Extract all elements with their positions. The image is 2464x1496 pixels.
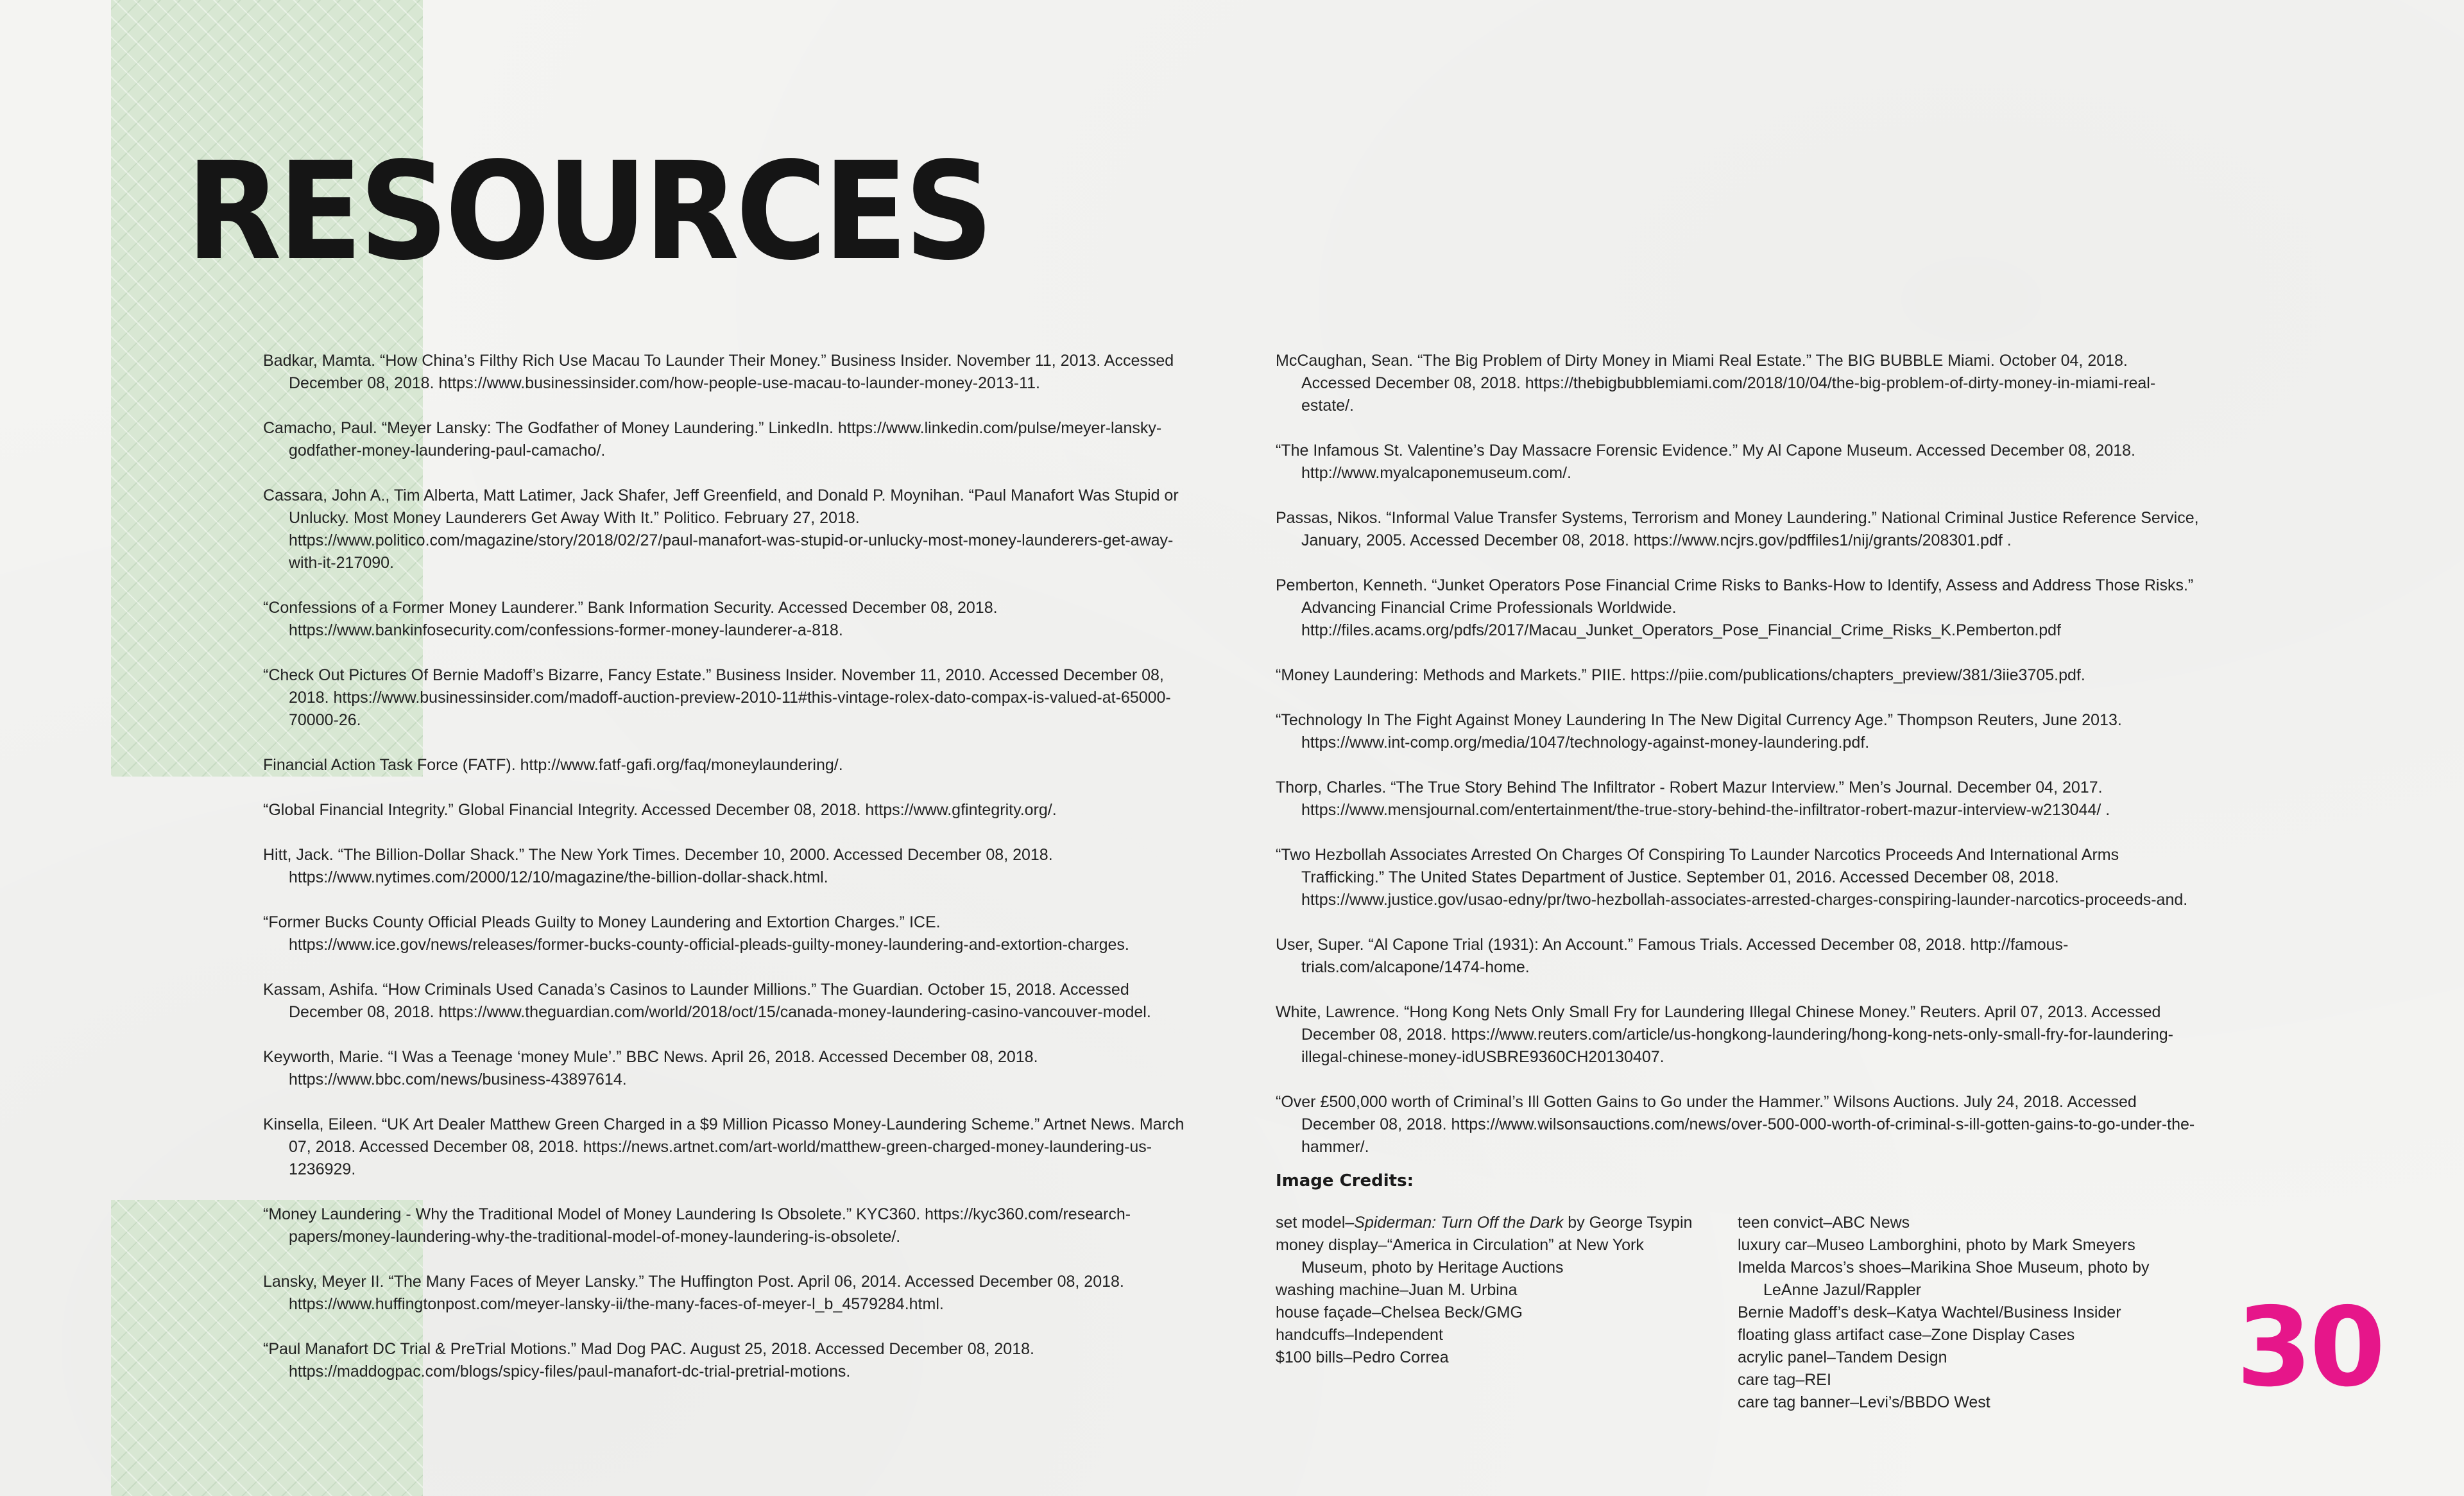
image-credits-column-2 bbox=[1738, 1212, 2200, 1414]
credit-item: money display–“America in Circulation” at New York Museum, photo by Heritage Auctions bbox=[1276, 1236, 1644, 1277]
credit-item: floating glass artifact case–Zone Display Cases bbox=[1738, 1326, 2075, 1344]
reference-entry: White, Lawrence. “Hong Kong Nets Only Small Fry for Laundering Illegal Chinese Money.” Reuters. April 07, 2013. Accessed December 08, 2018. https://www.reuters.com/article/us-hongkong-laundering/hong-kong-nets-only-small-fry-for-laundering-illegal-chinese-money-idUSBRE9360CH20130407. bbox=[1276, 1003, 2173, 1066]
reference-entry: Thorp, Charles. “The True Story Behind The Infiltrator - Robert Mazur Interview.” Men’s Journal. December 04, 2017. https://www.mensjournal.com/entertainment/the-true-story-behind-the-infiltrator-robert-mazur-interview-w213044/ . bbox=[1276, 778, 2110, 819]
reference-entry: “Paul Manafort DC Trial & PreTrial Motions.” Mad Dog PAC. August 25, 2018. Accessed December 08, 2018. https://maddogpac.com/blogs/spicy-files/paul-manafort-dc-trial-pretrial-motions. bbox=[263, 1340, 1034, 1380]
reference-entry: Camacho, Paul. “Meyer Lansky: The Godfather of Money Laundering.” LinkedIn. https://www.linkedin.com/pulse/meyer-lansky-godfather-money-laundering-paul-camacho/. bbox=[263, 419, 1162, 460]
reference-entry: User, Super. “Al Capone Trial (1931): An Account.” Famous Trials. Accessed December 08, 2018. http://famous-trials.com/alcapone/1474-home. bbox=[1276, 936, 2069, 976]
credit-item: teen convict–ABC News bbox=[1738, 1214, 1910, 1232]
credit-prefix: set model– bbox=[1276, 1214, 1355, 1232]
credit-item: luxury car–Museo Lamborghini, photo by Mark Smeyers bbox=[1738, 1236, 2135, 1254]
credit-item: acrylic panel–Tandem Design bbox=[1738, 1348, 1947, 1366]
credit-item: $100 bills–Pedro Correa bbox=[1276, 1348, 1449, 1366]
reference-entry: “Money Laundering: Methods and Markets.” PIIE. https://piie.com/publications/chapters_preview/381/3iie3705.pdf. bbox=[1276, 666, 2085, 684]
reference-entry: “The Infamous St. Valentine’s Day Massacre Forensic Evidence.” My Al Capone Museum. Accessed December 08, 2018. http://www.myalcaponemuseum.com/. bbox=[1276, 442, 2135, 482]
reference-entry: Financial Action Task Force (FATF). http://www.fatf-gafi.org/faq/moneylaundering/. bbox=[263, 756, 843, 774]
reference-entry: “Technology In The Fight Against Money Laundering In The New Digital Currency Age.” Thompson Reuters, June 2013. https://www.int-comp.org/media/1047/technology-against-money-laundering.pdf. bbox=[1276, 711, 2122, 752]
reference-entry: Kinsella, Eileen. “UK Art Dealer Matthew Green Charged in a $9 Million Picasso Money-Laundering Scheme.” Artnet News. March 07, 2018. Accessed December 08, 2018. https://news.artnet.com/art-world/matthew-green-charged-money-laundering-us-1236929. bbox=[263, 1115, 1185, 1178]
references-column-right bbox=[1276, 350, 2200, 1181]
reference-entry: “Global Financial Integrity.” Global Financial Integrity. Accessed December 08, 2018. https://www.gfintegrity.org/. bbox=[263, 801, 1057, 819]
reference-entry: Kassam, Ashifa. “How Criminals Used Canada’s Casinos to Launder Millions.” The Guardian. October 15, 2018. Accessed December 08, 2018. https://www.theguardian.com/world/2018/oct/15/canada-money-laundering-casino-vancouver-model. bbox=[263, 981, 1151, 1021]
reference-entry: Keyworth, Marie. “I Was a Teenage ‘money Mule’.” BBC News. April 26, 2018. Accessed December 08, 2018. https://www.bbc.com/news/business-43897614. bbox=[263, 1048, 1038, 1088]
page-title: RESOURCES bbox=[186, 133, 991, 290]
reference-entry: Hitt, Jack. “The Billion-Dollar Shack.” The New York Times. December 10, 2000. Accessed December 08, 2018. https://www.nytimes.com/2000/12/10/magazine/the-billion-dollar-shack.html. bbox=[263, 846, 1053, 886]
credit-item: Imelda Marcos’s shoes–Marikina Shoe Museum, photo by LeAnne Jazul/Rappler bbox=[1738, 1259, 2150, 1299]
reference-entry: “Former Bucks County Official Pleads Guilty to Money Laundering and Extortion Charges.” ICE. https://www.ice.gov/news/releases/former-bucks-county-official-pleads-guilty-money-laundering-and-extortion-charges. bbox=[263, 913, 1129, 954]
reference-entry: “Two Hezbollah Associates Arrested On Charges Of Conspiring To Launder Narcotics Proceeds And International Arms Trafficking.” The United States Department of Justice. September 01, 2016. Accessed December 08, 2018. https://www.justice.gov/usao-edny/pr/two-hezbollah-associates-arrested-charges-conspiring-launder-narcotics-proceeds-and. bbox=[1276, 846, 2188, 909]
reference-entry: Passas, Nikos. “Informal Value Transfer Systems, Terrorism and Money Laundering.” National Criminal Justice Reference Service, January, 2005. Accessed December 08, 2018. https://www.ncjrs.gov/pdffiles1/nij/grants/208301.pdf . bbox=[1276, 509, 2199, 549]
image-credits-column-1 bbox=[1276, 1212, 1712, 1369]
reference-entry: “Check Out Pictures Of Bernie Madoff’s Bizarre, Fancy Estate.” Business Insider. November 11, 2010. Accessed December 08, 2018. https://www.businessinsider.com/madoff-auction-preview-2010-11#this-vintage-rolex-dato-compax-is-valued-at-65000-70000-26. bbox=[263, 666, 1171, 729]
credit-item: handcuffs–Independent bbox=[1276, 1326, 1443, 1344]
credit-item: care tag–REI bbox=[1738, 1371, 1831, 1389]
reference-entry: “Money Laundering - Why the Traditional Model of Money Laundering Is Obsolete.” KYC360. https://kyc360.com/research-papers/money-laundering-why-the-traditional-model-of-money-laundering-is-obsolete/. bbox=[263, 1205, 1131, 1246]
credit-item: care tag banner–Levi’s/BBDO West bbox=[1738, 1393, 1990, 1411]
credit-emphasis: Spiderman: Turn Off the Dark bbox=[1354, 1214, 1564, 1232]
reference-entry: Badkar, Mamta. “How China’s Filthy Rich Use Macau To Launder Their Money.” Business Insider. November 11, 2013. Accessed December 08, 2018. https://www.businessinsider.com/how-people-use-macau-to-launder-money-2013-11. bbox=[263, 352, 1174, 392]
credit-item: house façade–Chelsea Beck/GMG bbox=[1276, 1303, 1523, 1321]
credit-suffix: by George Tsypin bbox=[1563, 1214, 1693, 1232]
reference-entry: McCaughan, Sean. “The Big Problem of Dirty Money in Miami Real Estate.” The BIG BUBBLE Miami. October 04, 2018. Accessed December 08, 2018. https://thebigbubblemiami.com/2018/10/04/the-big-problem-of-dirty-money-in-miami-real-estate/. bbox=[1276, 352, 2156, 415]
reference-entry: Cassara, John A., Tim Alberta, Matt Latimer, Jack Shafer, Jeff Greenfield, and Donald P. Moynihan. “Paul Manafort Was Stupid or Unlucky. Most Money Launderers Get Away With It.” Politico. February 27, 2018. https://www.politico.com/magazine/story/2018/02/27/paul-manafort-was-stupid-or-unlucky-most-money-launderers-get-away-with-it-217090. bbox=[263, 486, 1179, 572]
image-credits-heading: Image Credits: bbox=[1276, 1171, 1414, 1191]
credit-item bbox=[1276, 1212, 1712, 1234]
reference-entry: Lansky, Meyer II. “The Many Faces of Meyer Lansky.” The Huffington Post. April 06, 2014. Accessed December 08, 2018. https://www.huffingtonpost.com/meyer-lansky-ii/the-many-faces-of-meyer-l_b_4579284.html. bbox=[263, 1273, 1124, 1313]
credit-item: Bernie Madoff’s desk–Katya Wachtel/Business Insider bbox=[1738, 1303, 2121, 1321]
credit-item: washing machine–Juan M. Urbina bbox=[1276, 1281, 1518, 1299]
references-column-left bbox=[263, 350, 1200, 1406]
reference-entry: Pemberton, Kenneth. “Junket Operators Pose Financial Crime Risks to Banks-How to Identify, Assess and Address Those Risks.” Advancing Financial Crime Professionals Worldwide. http://files.acams.org/pdfs/2017/Macau_Junket_Operators_Pose_Financial_Crime_Risks_K.Pemberton.pdf bbox=[1276, 576, 2194, 639]
reference-entry: “Over £500,000 worth of Criminal’s Ill Gotten Gains to Go under the Hammer.” Wilsons Auctions. July 24, 2018. Accessed December 08, 2018. https://www.wilsonsauctions.com/news/over-500-000-worth-of-criminal-s-ill-gotten-gains-to-go-under-the-hammer/. bbox=[1276, 1093, 2195, 1156]
reference-entry: “Confessions of a Former Money Launderer.” Bank Information Security. Accessed December 08, 2018. https://www.bankinfosecurity.com/confessions-former-money-launderer-a-818. bbox=[263, 599, 998, 639]
page-number: 30 bbox=[2236, 1284, 2383, 1411]
